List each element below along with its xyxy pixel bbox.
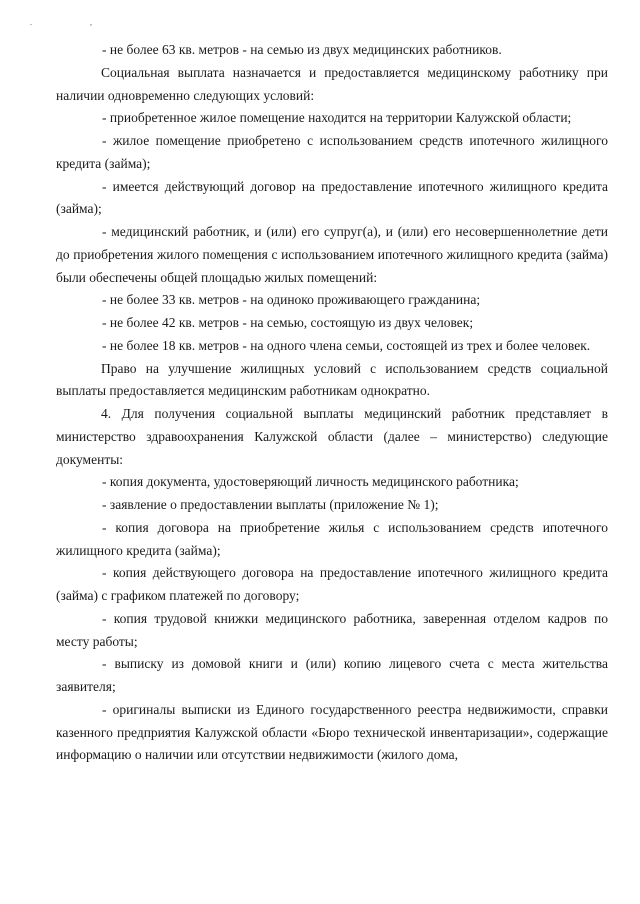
paragraph-condition-mortgage: - жилое помещение приобретено с использованием средств ипотечного жилищного кредита (займа); (56, 133, 608, 171)
paragraph-doc-identity: - копия документа, удостоверяющий личность медицинского работника; (102, 474, 519, 490)
paragraph-doc-application: - заявление о предоставлении выплаты (приложение № 1); (102, 497, 439, 512)
paragraph-doc-house-book: - выписку из домовой книги и (или) копию лицевого счета с места жительства заявителя; (56, 656, 608, 694)
document-body (56, 39, 608, 767)
paragraph-section-4: 4. Для получения социальной выплаты медицинский работник представляет в министерство здравоохранения Калужской области (далее – министерство) следующие документы: (56, 406, 608, 467)
paragraph-condition-area: - медицинский работник, и (или) его супруг(а), и (или) его несовершеннолетние дети до приобретения жилого помещения с использованием ипотечного жилищного кредита (займа) были обеспечены общей площадью жилых помещений: (56, 224, 608, 285)
paragraph-one-time-right: Право на улучшение жилищных условий с использованием средств социальной выплаты предоставляется медицинским работникам однократно. (56, 360, 608, 399)
paragraph-doc-employment-record: - копия трудовой книжки медицинского работника, заверенная отделом кадров по месту работы; (56, 610, 608, 649)
paragraph-conditions-intro: Социальная выплата назначается и предоставляется медицинскому работнику при наличии одновременно следующих условий: (56, 64, 608, 103)
paragraph-doc-mortgage-contract: - копия действующего договора на предоставление ипотечного жилищного кредита (займа) с графиком платежей по договору; (56, 565, 608, 603)
paragraph-limit-18: - не более 18 кв. метров - на одного члена семьи, состоящей из трех и более человек. (102, 337, 591, 353)
paragraph-limit-42: - не более 42 кв. метров - на семью, состоящую из двух человек; (102, 315, 474, 330)
paragraph-limit-63: - не более 63 кв. метров - на семью из двух медицинских работников. (102, 42, 502, 57)
paragraph-condition-territory: - приобретенное жилое помещение находится на территории Калужской области; (102, 110, 572, 126)
paragraph-doc-registry-extracts: - оригиналы выписки из Единого государственного реестра недвижимости, справки казенного предприятия Калужской области «Бюро технической инвентаризации», содержащие информацию о наличии или отсутствии недвижимости (жилого дома, (56, 701, 608, 763)
paragraph-doc-purchase-contract: - копия договора на приобретение жилья с использованием средств ипотечного жилищного кредита (займа); (56, 519, 608, 558)
paragraph-limit-33: - не более 33 кв. метров - на одиноко проживающего гражданина; (102, 292, 481, 308)
scan-marks: . , (30, 18, 120, 27)
paragraph-condition-contract: - имеется действующий договор на предоставление ипотечного жилищного кредита (займа); (56, 178, 608, 217)
